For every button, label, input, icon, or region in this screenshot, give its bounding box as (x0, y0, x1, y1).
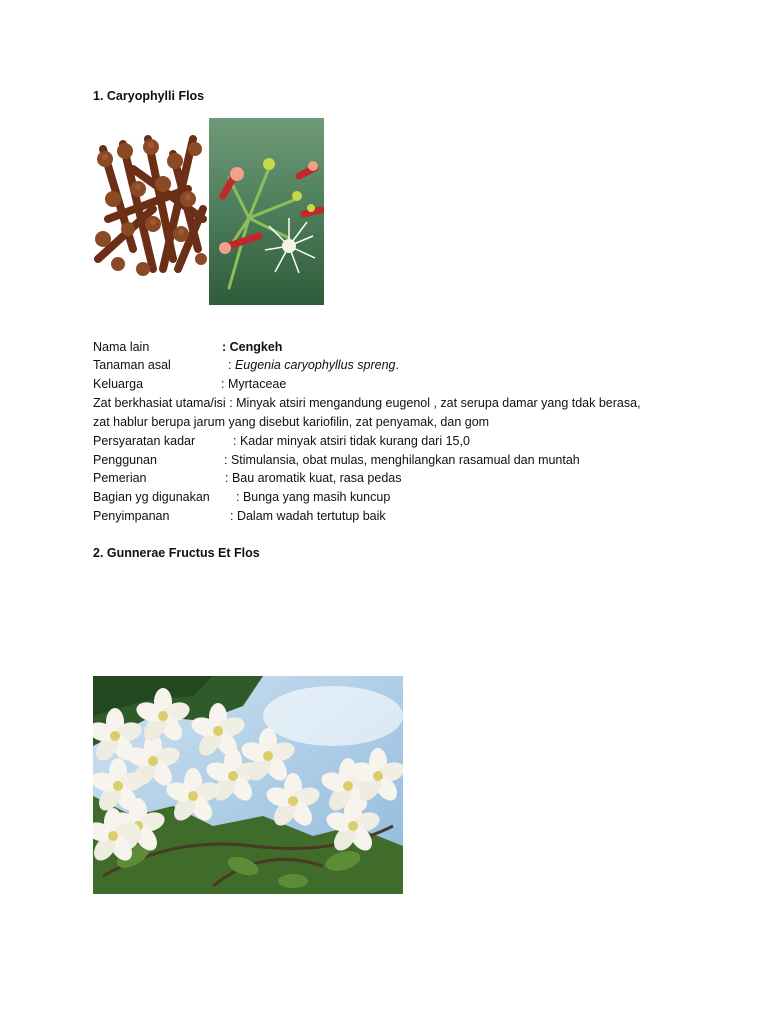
detail-key: Penggunan (93, 453, 157, 467)
detail-value-suffix: . (395, 358, 399, 372)
detail-value: : Minyak atsiri mengandung eugenol , zat serupa damar yang tdak berasa, (229, 396, 641, 410)
detail-value-prefix: : (228, 358, 235, 372)
detail-continuation-text: zat hablur berupa jarum yang disebut kariofilin, zat penyamak, dan gom (93, 415, 490, 429)
detail-continuation (93, 415, 489, 429)
detail-value-italic: Eugenia caryophyllus spreng (234, 358, 396, 372)
detail-penyimpanan (93, 509, 386, 523)
detail-value: : Myrtaceae (221, 377, 287, 391)
detail-value: : Stimulansia, obat mulas, menghilangkan rasamual dan muntah (224, 453, 580, 467)
detail-value: : Bau aromatik kuat, rasa pedas (225, 471, 402, 485)
detail-key: Bagian yg digunakan (93, 490, 210, 504)
detail-value: : Bunga yang masih kuncup (236, 490, 391, 504)
detail-value: : Dalam wadah tertutup baik (230, 509, 386, 523)
detail-key: Pemerian (93, 471, 147, 485)
section-2-heading: 2. Gunnerae Fructus Et Flos (93, 546, 260, 560)
detail-key: Nama lain (93, 340, 150, 354)
detail-key: Zat berkhasiat utama/isi (93, 396, 226, 410)
detail-pemerian (93, 471, 401, 485)
detail-key: Keluarga (93, 377, 144, 391)
detail-penggunan (93, 453, 580, 467)
detail-persyaratan-kadar (93, 434, 470, 448)
detail-nama-lain (93, 340, 282, 354)
detail-zat-berkhasiat (93, 396, 641, 410)
white-flowers-photo (93, 676, 403, 894)
detail-value: : Cengkeh (222, 340, 283, 354)
detail-keluarga (93, 377, 286, 391)
detail-key: Penyimpanan (93, 509, 170, 523)
detail-key: Persyaratan kadar (93, 434, 196, 448)
section-1-heading: 1. Caryophylli Flos (93, 89, 205, 103)
detail-tanaman-asal (93, 358, 399, 372)
clove-flowers-photo (209, 118, 324, 305)
cloves-dried-buds-photo (93, 129, 209, 287)
detail-key: Tanaman asal (93, 358, 171, 372)
detail-bagian-digunakan (93, 490, 390, 504)
detail-value: : Kadar minyak atsiri tidak kurang dari 15,0 (233, 434, 470, 448)
